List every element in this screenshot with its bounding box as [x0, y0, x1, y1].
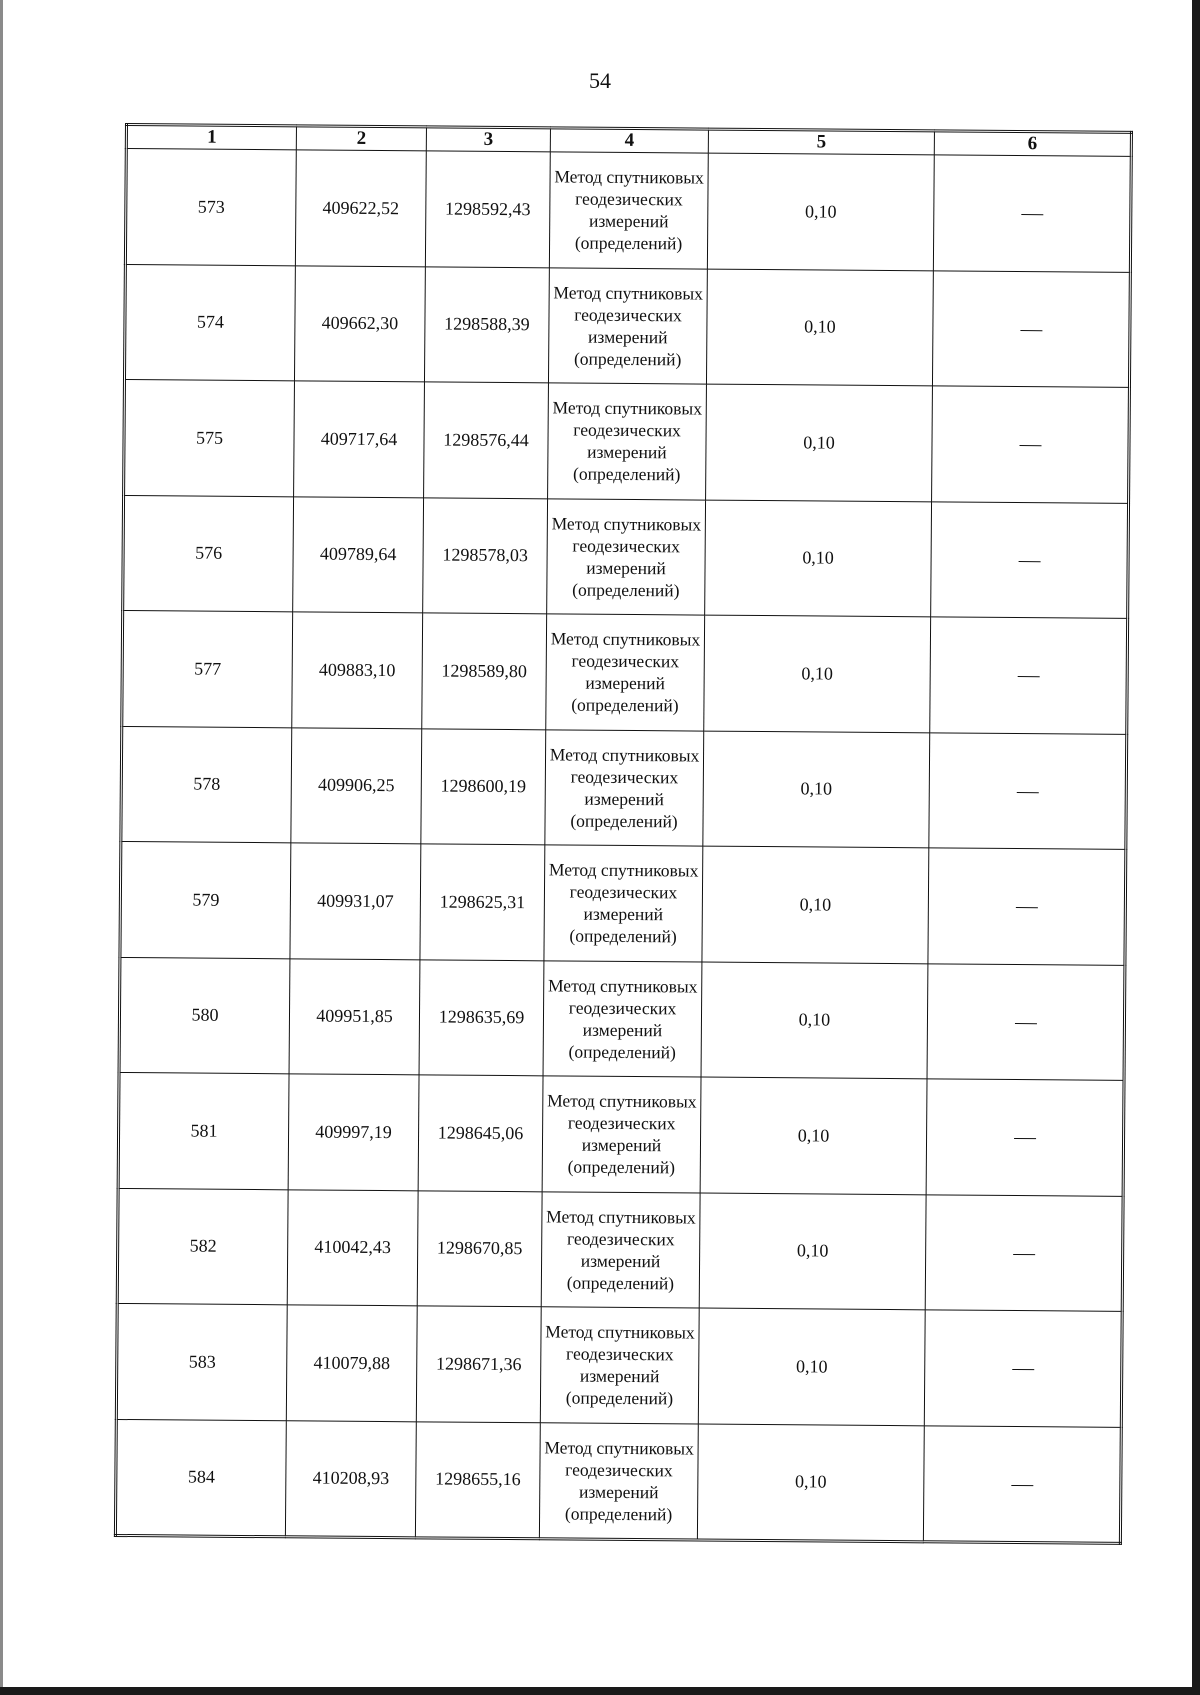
point-number-cell: 578 [121, 726, 292, 843]
table-row [120, 841, 1126, 964]
x-coordinate-cell: 409622,52 [295, 150, 426, 267]
table-row [121, 726, 1127, 849]
point-number-cell: 579 [120, 841, 291, 958]
method-cell [548, 383, 707, 500]
x-coordinate-cell: 409951,85 [289, 958, 420, 1075]
table-row [119, 957, 1125, 1080]
method-text: Метод спутниковых геодезических измерений (определений) [551, 513, 702, 601]
dash-mark [1019, 445, 1041, 446]
y-coordinate-cell: 1298600,19 [421, 728, 546, 844]
x-coordinate-cell: 409906,25 [291, 727, 422, 844]
table-row [124, 380, 1130, 503]
point-number-cell: 582 [117, 1188, 288, 1305]
accuracy-cell: 0,10 [701, 962, 928, 1079]
note-cell [930, 617, 1128, 734]
accuracy-cell: 0,10 [697, 1424, 924, 1542]
note-cell [932, 270, 1130, 387]
x-coordinate-cell: 409931,07 [290, 843, 421, 960]
method-text: Метод спутниковых геодезических измерений (определений) [545, 1321, 695, 1409]
dash-mark [1021, 214, 1043, 215]
method-cell [539, 1422, 698, 1540]
method-cell [549, 152, 708, 269]
point-number-cell: 574 [124, 264, 295, 381]
y-coordinate-cell: 1298592,43 [425, 151, 550, 267]
x-coordinate-cell: 409883,10 [292, 612, 423, 729]
point-number-cell: 583 [116, 1303, 287, 1420]
dash-mark [1014, 1023, 1036, 1024]
method-cell [546, 614, 705, 731]
x-coordinate-cell: 409997,19 [288, 1074, 419, 1191]
dash-mark [1014, 1138, 1036, 1139]
accuracy-cell: 0,10 [698, 1308, 925, 1425]
point-number-cell: 580 [119, 957, 290, 1074]
dash-mark [1015, 907, 1037, 908]
method-text: Метод спутниковых геодезических измерений (определений) [549, 744, 700, 832]
method-text: Метод спутниковых геодезических измерений (определений) [548, 859, 699, 947]
note-cell [933, 155, 1131, 272]
x-coordinate-cell: 409662,30 [294, 265, 425, 382]
x-coordinate-cell: 410042,43 [287, 1189, 418, 1306]
method-text: Метод спутниковых геодезических измерений (определений) [546, 1206, 696, 1294]
point-number-cell: 576 [123, 495, 294, 612]
y-coordinate-cell: 1298645,06 [418, 1075, 543, 1191]
column-header: 2 [296, 126, 426, 151]
y-coordinate-cell: 1298588,39 [424, 266, 549, 382]
dash-mark [1016, 792, 1038, 793]
scan-border-bottom [0, 1687, 1200, 1695]
note-cell [932, 386, 1130, 503]
accuracy-cell: 0,10 [699, 1193, 926, 1310]
note-cell [929, 732, 1127, 849]
note-cell [924, 1310, 1122, 1427]
dash-mark [1018, 561, 1040, 562]
method-cell [540, 1307, 699, 1424]
x-coordinate-cell: 410079,88 [286, 1305, 417, 1422]
table-row [124, 264, 1130, 387]
note-cell [926, 1079, 1124, 1196]
scan-border-left [0, 0, 3, 1695]
accuracy-cell: 0,10 [705, 500, 932, 617]
table-row [115, 1419, 1121, 1543]
method-text: Метод спутниковых геодезических измерений (определений) [544, 1437, 694, 1525]
table-row [125, 149, 1131, 272]
table-row [116, 1303, 1122, 1426]
method-text: Метод спутниковых геодезических измерений (определений) [552, 397, 703, 485]
x-coordinate-cell: 409789,64 [293, 496, 424, 613]
method-cell [547, 498, 706, 615]
y-coordinate-cell: 1298655,16 [415, 1421, 540, 1538]
column-header: 4 [550, 128, 708, 153]
column-header: 6 [934, 131, 1131, 157]
accuracy-cell: 0,10 [702, 846, 929, 963]
accuracy-cell: 0,10 [707, 153, 934, 270]
scan-border-right [1192, 0, 1200, 1695]
accuracy-cell: 0,10 [704, 615, 931, 732]
y-coordinate-cell: 1298578,03 [423, 497, 548, 613]
method-text: Метод спутниковых геодезических измерений (определений) [554, 166, 704, 254]
column-header: 1 [126, 125, 296, 150]
method-cell [548, 267, 707, 384]
method-text: Метод спутниковых геодезических измерений (определений) [547, 975, 698, 1063]
accuracy-cell: 0,10 [700, 1077, 927, 1194]
method-cell [543, 960, 702, 1077]
y-coordinate-cell: 1298576,44 [424, 382, 549, 498]
column-header: 5 [708, 129, 934, 155]
coordinates-table [114, 123, 1133, 1545]
dash-mark [1011, 1485, 1033, 1486]
page-number: 54 [589, 68, 611, 93]
y-coordinate-cell: 1298625,31 [420, 844, 545, 960]
table-row [118, 1072, 1124, 1195]
table-row [123, 495, 1129, 618]
dash-mark [1017, 676, 1039, 677]
y-coordinate-cell: 1298671,36 [416, 1306, 541, 1422]
note-cell [925, 1194, 1123, 1311]
note-cell [928, 848, 1126, 965]
point-number-cell: 581 [118, 1072, 289, 1189]
point-number-cell: 577 [122, 610, 293, 727]
point-number-cell: 575 [124, 380, 295, 497]
method-cell [545, 729, 704, 846]
table-row [122, 610, 1128, 733]
table-container [114, 123, 1130, 1545]
method-text: Метод спутниковых геодезических измерений (определений) [550, 628, 701, 716]
table-row [117, 1188, 1123, 1311]
column-header: 3 [426, 127, 550, 152]
note-cell [923, 1425, 1121, 1543]
x-coordinate-cell: 409717,64 [294, 381, 425, 498]
y-coordinate-cell: 1298589,80 [422, 613, 547, 729]
dash-mark [1013, 1254, 1035, 1255]
method-cell [541, 1191, 700, 1308]
dash-mark [1012, 1369, 1034, 1370]
method-cell [542, 1076, 701, 1193]
note-cell [927, 963, 1125, 1080]
method-cell [544, 845, 703, 962]
accuracy-cell: 0,10 [706, 269, 933, 386]
y-coordinate-cell: 1298635,69 [419, 959, 544, 1075]
point-number-cell: 584 [115, 1419, 286, 1537]
point-number-cell: 573 [125, 149, 296, 266]
method-text: Метод спутниковых геодезических измерений (определений) [547, 1090, 697, 1178]
accuracy-cell: 0,10 [706, 384, 933, 501]
x-coordinate-cell: 410208,93 [285, 1420, 416, 1538]
note-cell [931, 501, 1129, 618]
y-coordinate-cell: 1298670,85 [417, 1190, 542, 1306]
method-text: Метод спутниковых геодезических измерений (определений) [553, 282, 703, 370]
accuracy-cell: 0,10 [703, 731, 930, 848]
dash-mark [1020, 330, 1042, 331]
